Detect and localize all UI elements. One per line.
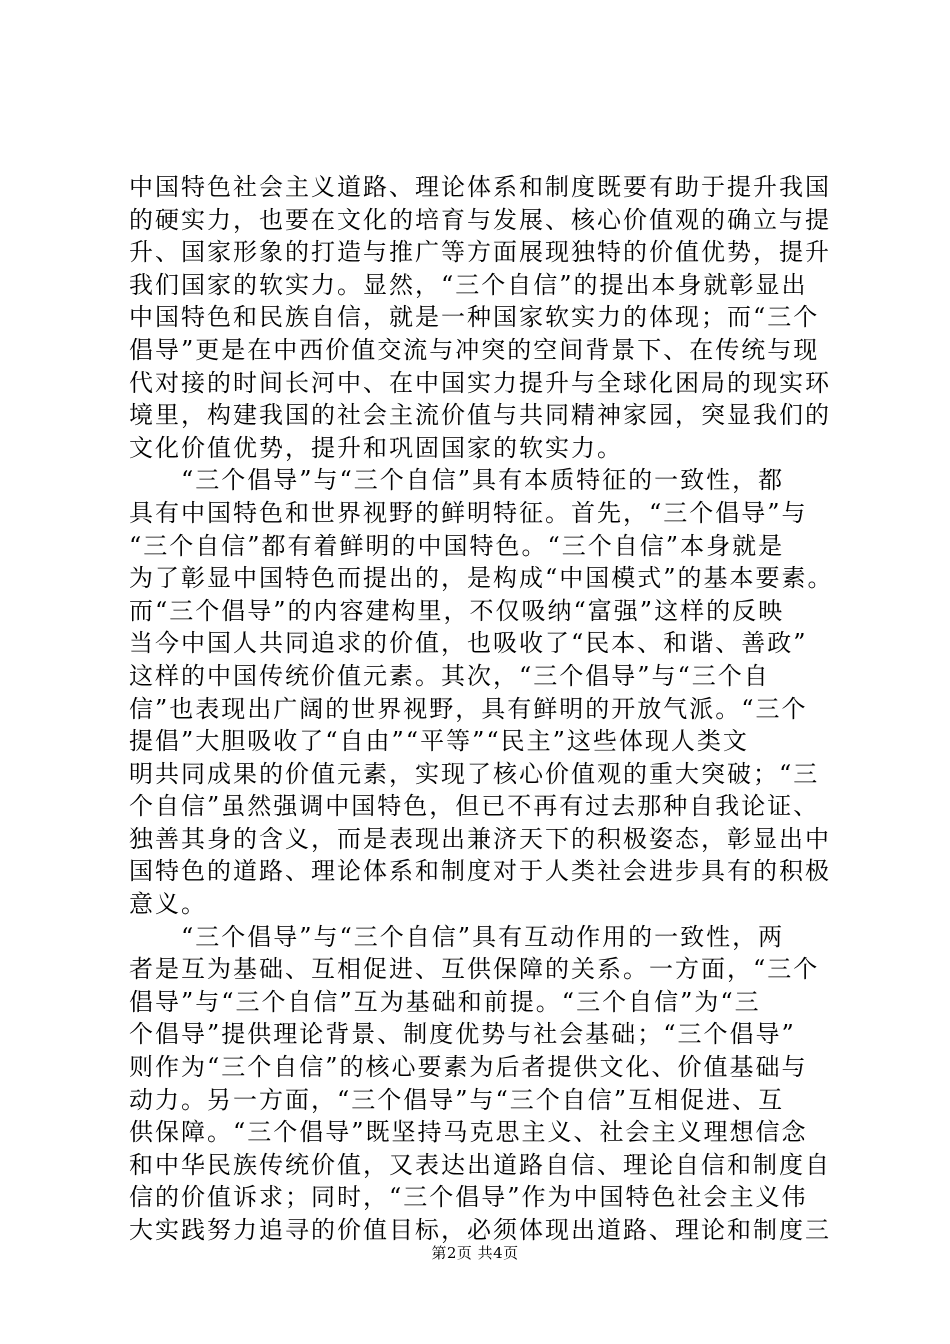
body-text <box>129 171 834 1247</box>
text-line: 个自信”虽然强调中国特色，但已不再有过去那种自我论证、 <box>129 792 820 821</box>
text-line: 倡导”与“三个自信”互为基础和前提。“三个自信”为“三 <box>129 987 761 1016</box>
text-line: 的硬实力，也要在文化的培育与发展、核心价值观的确立与提 <box>129 205 831 234</box>
page-number-footer: 第2页 共4页 <box>431 1244 519 1262</box>
text-line: 个倡导”提供理论背景、制度优势与社会基础；“三个倡导” <box>129 1020 796 1049</box>
text-line: 代对接的时间长河中、在中国实力提升与全球化困局的现实环 <box>129 368 831 397</box>
text-line: 境里，构建我国的社会主流价值与共同精神家园，突显我们的 <box>129 401 831 430</box>
text-line: 大实践努力追寻的价值目标，必须体现出道路、理论和制度三 <box>129 1216 831 1244</box>
text-line: “三个倡导”与“三个自信”具有互动作用的一致性，两 <box>129 922 785 951</box>
text-line: 我们国家的软实力。显然，“三个自信”的提出本身就彰显出 <box>129 270 808 299</box>
text-line: 供保障。“三个倡导”既坚持马克思主义、社会主义理想信念 <box>129 1118 808 1147</box>
text-line: 倡导”更是在中西价值交流与冲突的空间背景下、在传统与现 <box>129 335 820 364</box>
text-line: “三个自信”都有着鲜明的中国特色。“三个自信”本身就是 <box>129 531 785 560</box>
text-line: 这样的中国传统价值元素。其次，“三个倡导”与“三个自 <box>129 661 770 690</box>
text-line: 中国特色社会主义道路、理论体系和制度既要有助于提升我国 <box>129 173 831 201</box>
text-line: “三个倡导”与“三个自信”具有本质特征的一致性，都 <box>129 466 785 495</box>
text-line: 和中华民族传统价值，又表达出道路自信、理论自信和制度自 <box>129 1150 831 1179</box>
text-line: 升、国家形象的打造与推广等方面展现独特的价值优势，提升 <box>129 238 831 267</box>
text-line: 具有中国特色和世界视野的鲜明特征。首先，“三个倡导”与 <box>129 498 808 527</box>
text-line: 意义。 <box>129 890 207 919</box>
text-line: 提倡”大胆吸收了“自由”“平等”“民主”这些体现人类文 <box>129 727 749 756</box>
text-line: 信”也表现出广阔的世界视野，具有鲜明的开放气派。“三个 <box>129 694 808 723</box>
text-line: 当今中国人共同追求的价值，也吸收了“民本、和谐、善政” <box>129 629 808 658</box>
text-line: 明共同成果的价值元素，实现了核心价值观的重大突破；“三 <box>129 759 820 788</box>
text-line: 文化价值优势，提升和巩固国家的软实力。 <box>129 433 623 462</box>
text-line: 国特色的道路、理论体系和制度对于人类社会进步具有的积极 <box>129 857 831 886</box>
text-line: 则作为“三个自信”的核心要素为后者提供文化、价值基础与 <box>129 1053 808 1082</box>
text-line: 信的价值诉求；同时，“三个倡导”作为中国特色社会主义伟 <box>129 1183 808 1212</box>
text-line: 中国特色和民族自信，就是一种国家软实力的体现；而“三个 <box>129 303 820 332</box>
text-line: 为了彰显中国特色而提出的，是构成“中国模式”的基本要素。 <box>129 564 834 593</box>
text-line: 动力。另一方面，“三个倡导”与“三个自信”互相促进、互 <box>129 1085 785 1114</box>
text-line: 者是互为基础、互相促进、互供保障的关系。一方面，“三个 <box>129 955 820 984</box>
text-line: 而“三个倡导”的内容建构里，不仅吸纳“富强”这样的反映 <box>129 596 785 625</box>
text-line: 独善其身的含义，而是表现出兼济天下的积极姿态，彰显出中 <box>129 824 831 853</box>
